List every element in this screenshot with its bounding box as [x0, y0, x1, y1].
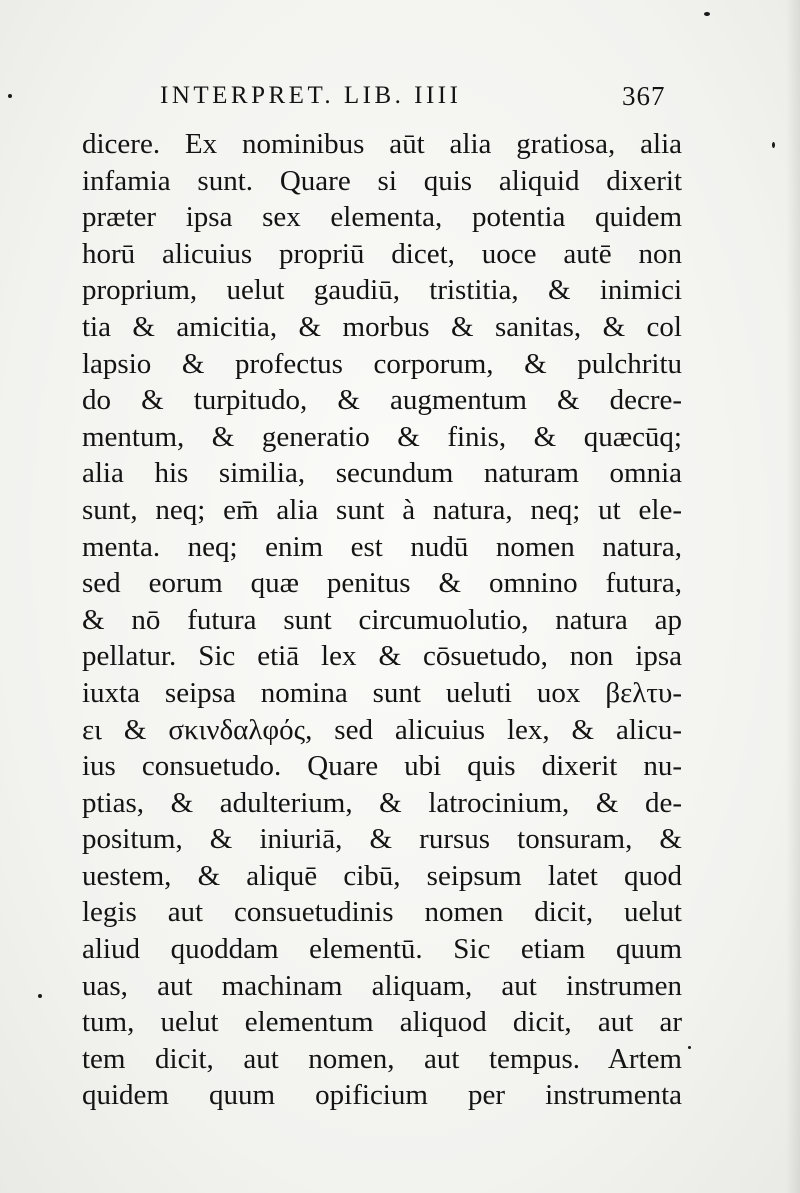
- text-line: ius consuetudo. Quare ubi quis dixerit nu-: [82, 750, 682, 783]
- text-line: ptias, & adulterium, & latrocinium, & de-: [82, 786, 682, 819]
- text-line: uas, aut machinam aliquam, aut instrumen: [82, 969, 682, 1002]
- text-line: præter ipsa sex elementa, potentia quidem: [82, 201, 682, 234]
- ink-speck: [8, 94, 12, 98]
- text-line: ει & σκινδαλφός, sed alicuius lex, & alicu-: [82, 713, 682, 746]
- text-line: legis aut consuetudinis nomen dicit, uelut: [82, 896, 682, 929]
- text-line: sed eorum quæ penitus & omnino futura,: [82, 567, 682, 600]
- text-line: dicere. Ex nominibus aūt alia gratiosa, alia: [82, 128, 682, 160]
- body-text: [82, 126, 682, 1114]
- running-header: [160, 78, 680, 118]
- ink-speck: [38, 994, 42, 998]
- text-line: horū alicuius propriū dicet, uoce autē non: [82, 237, 682, 270]
- text-line: pellatur. Sic etiā lex & cōsuetudo, non ipsa: [82, 640, 682, 673]
- text-line: iuxta seipsa nomina sunt ueluti uox βελτυ-: [82, 676, 682, 709]
- text-line: lapsio & profectus corporum, & pulchritu: [82, 347, 682, 380]
- running-head-title: INTERPRET. LIB. IIII: [160, 82, 462, 109]
- text-line: alia his similia, secundum naturam omnia: [82, 457, 682, 490]
- text-line: do & turpitudo, & augmentum & decre-: [82, 384, 682, 417]
- text-line: tem dicit, aut nomen, aut tempus. Artem: [82, 1042, 682, 1075]
- text-line: sunt, neq; em̄ alia sunt à natura, neq; ut ele-: [82, 493, 682, 526]
- text-line: positum, & iniuriā, & rursus tonsuram, &: [82, 823, 682, 856]
- text-line: tia & amicitia, & morbus & sanitas, & col: [82, 310, 682, 343]
- page-number: 367: [622, 81, 666, 111]
- text-line: tum, uelut elementum aliquod dicit, aut ar: [82, 1006, 682, 1039]
- ink-speck: [704, 12, 710, 16]
- text-line: infamia sunt. Quare si quis aliquid dixerit: [82, 164, 682, 197]
- ink-speck: [688, 1046, 691, 1049]
- text-line: uestem, & aliquē cibū, seipsum latet quod: [82, 859, 682, 892]
- text-line: mentum, & generatio & finis, & quæcūq;: [82, 420, 682, 453]
- text-line: proprium, uelut gaudiū, tristitia, & inimici: [82, 274, 682, 307]
- text-line: aliud quoddam elementū. Sic etiam quum: [82, 933, 682, 966]
- ink-speck: [772, 142, 775, 148]
- page-edge-shadow: [786, 0, 800, 1193]
- text-line: menta. neq; enim est nudū nomen natura,: [82, 530, 682, 563]
- text-line: & nō futura sunt circumuolutio, natura ap: [82, 603, 682, 636]
- text-line: quidem quum opificium per instrumenta: [82, 1079, 682, 1112]
